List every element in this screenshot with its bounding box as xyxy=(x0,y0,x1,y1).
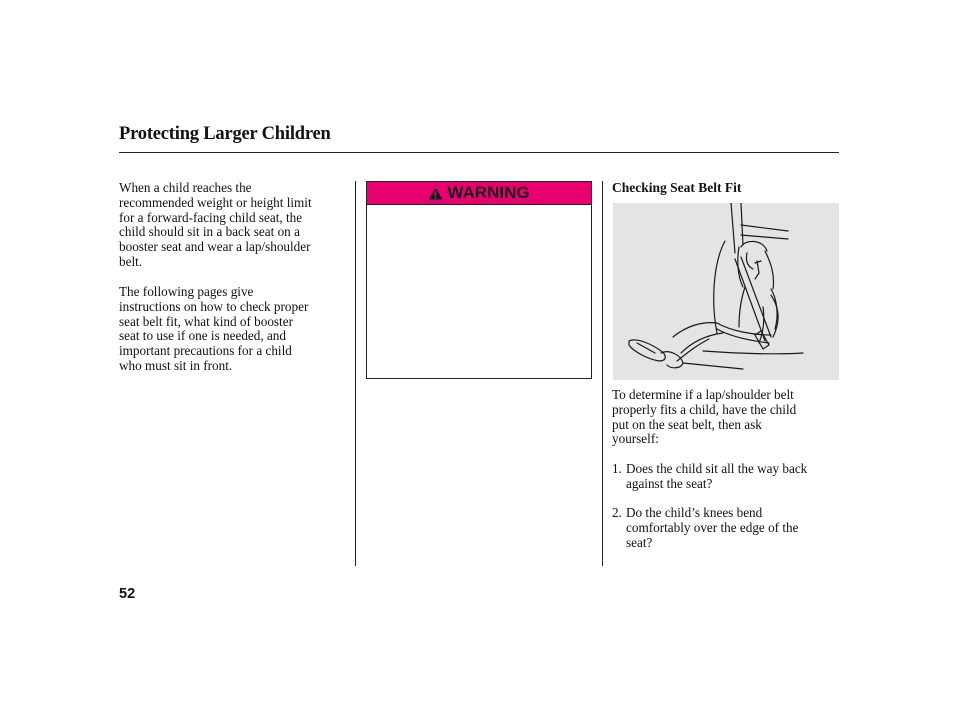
warning-triangle-icon xyxy=(428,187,443,200)
question-1 xyxy=(612,462,854,492)
question-2-text: Do the child’s knees bend comfortably over the edge of the seat? xyxy=(626,505,799,550)
child-seat-belt-illustration xyxy=(613,203,839,380)
page-title: Protecting Larger Children xyxy=(119,124,331,144)
question-1-text: Does the child sit all the way back against the seat? xyxy=(626,461,808,491)
question-2 xyxy=(612,506,854,550)
column-divider-right xyxy=(602,181,603,566)
question-2-number: 2. xyxy=(612,505,622,520)
warning-box xyxy=(366,181,592,379)
warning-label: WARNING xyxy=(447,183,530,202)
warning-header xyxy=(367,182,591,204)
title-divider xyxy=(119,152,839,153)
column-divider-left xyxy=(355,181,356,566)
belt-fit-intro: To determine if a lap/shoulder belt properly fits a child, have the child put on the seat belt, then ask yourself: xyxy=(612,387,797,447)
section-heading: Checking Seat Belt Fit xyxy=(612,180,742,195)
intro-paragraph: When a child reaches the recommended weight or height limit for a forward-facing child seat, the child should sit in a back seat on a booster seat and wear a lap/shoulder belt. xyxy=(119,180,312,269)
question-1-number: 1. xyxy=(612,461,622,476)
warning-header-rule xyxy=(367,204,591,205)
page-number: 52 xyxy=(119,586,136,602)
instructions-paragraph: The following pages give instructions on how to check proper seat belt fit, what kind of booster seat to use if one is needed, and important precautions for a child who must sit in front. xyxy=(119,284,309,373)
